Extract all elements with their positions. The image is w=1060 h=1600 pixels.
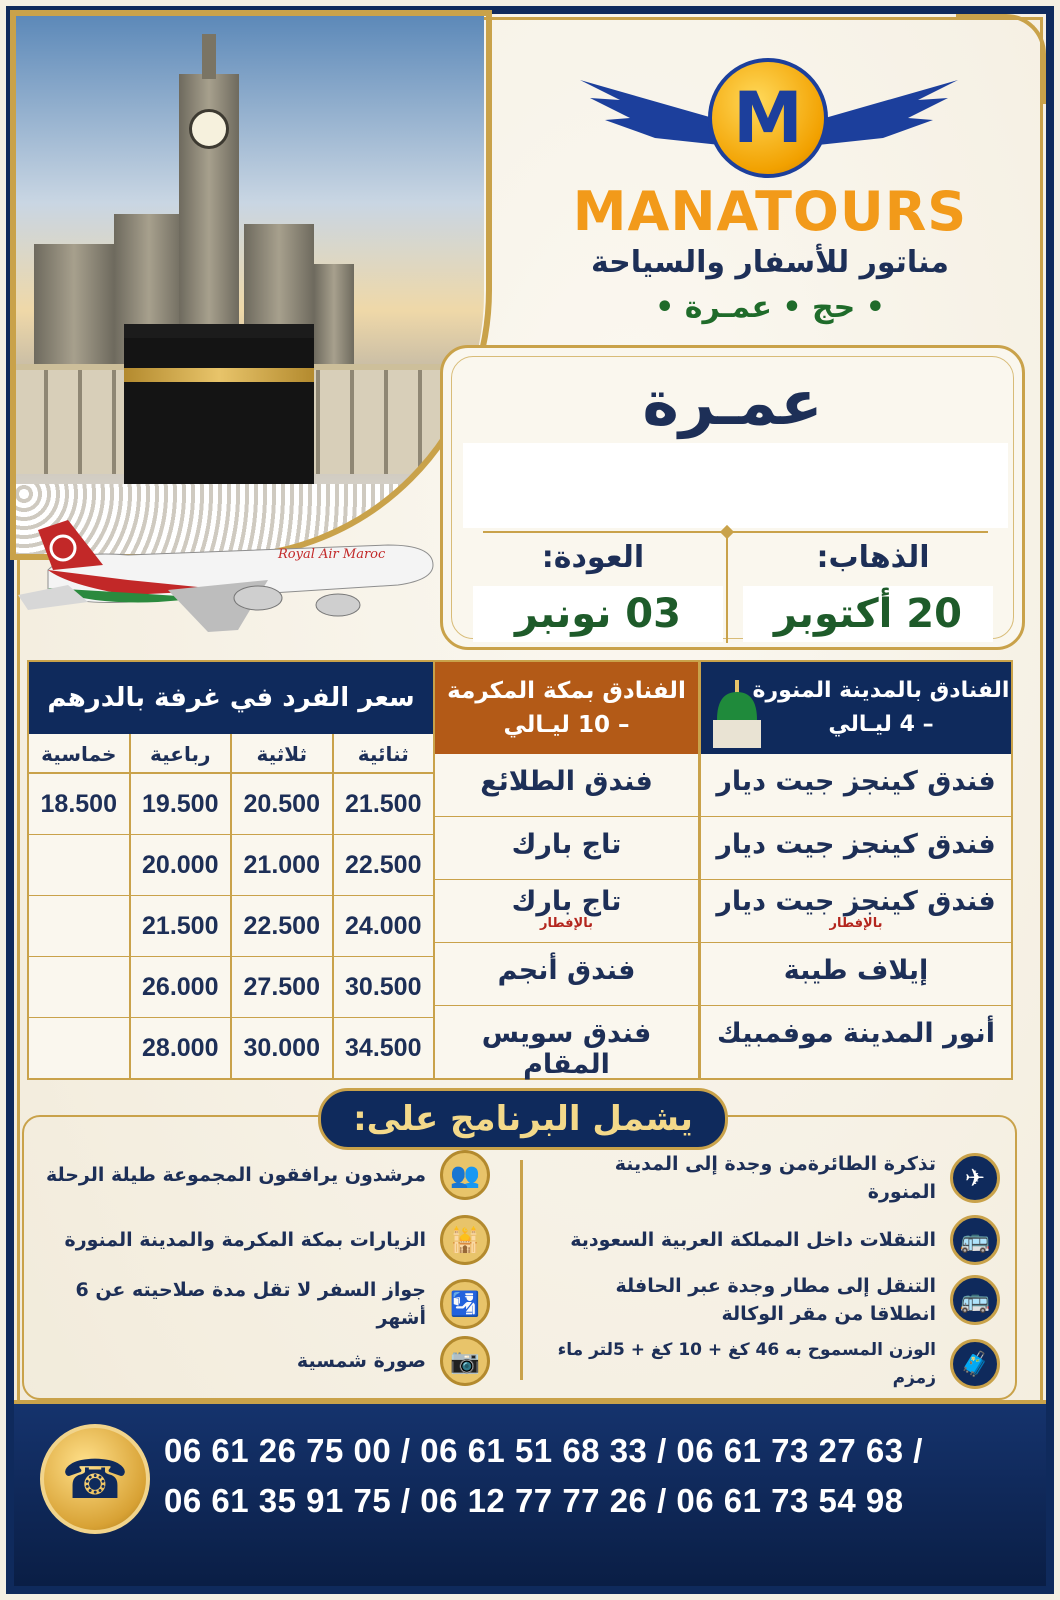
mosque-icon: 🕌 bbox=[440, 1215, 490, 1265]
price-cell: 21.000 bbox=[230, 835, 332, 895]
table-row bbox=[29, 835, 433, 896]
program-item bbox=[540, 1336, 1000, 1392]
divider bbox=[726, 533, 728, 643]
phone-line[interactable]: 06 61 26 75 00 / 06 61 51 68 33 / 06 61 73 27 63 / bbox=[164, 1432, 923, 1469]
trip-info-box bbox=[440, 345, 1025, 650]
price-cell: 30.500 bbox=[332, 957, 434, 1017]
clock-face bbox=[189, 109, 229, 149]
program-item bbox=[540, 1272, 1000, 1328]
table-row bbox=[29, 1018, 433, 1079]
program-item bbox=[540, 1150, 1000, 1206]
brand-logo bbox=[560, 40, 980, 340]
price-cell: 20.000 bbox=[129, 835, 231, 895]
price-cell bbox=[29, 957, 129, 1017]
program-item-text: التنقل إلى مطار وجدة عبر الحافلة انطلاقا من مقر الوكالة bbox=[615, 1275, 936, 1325]
building bbox=[314, 264, 354, 374]
hotel-cell bbox=[435, 880, 698, 943]
hotel-cell bbox=[435, 754, 698, 817]
hotel-cell bbox=[701, 880, 1011, 943]
hotel-name: إيلاف طيبة bbox=[783, 955, 929, 986]
hotel-name: فندق سويس المقام bbox=[481, 1018, 652, 1080]
hotel-name: أنور المدينة موفمبيك bbox=[717, 1018, 995, 1049]
departure-date: 20 أكتوبر bbox=[743, 586, 993, 642]
program-item bbox=[40, 1215, 490, 1265]
program-item-text: الوزن المسموح به 46 كغ + 10 كغ + 5لتر ماء زمزم bbox=[557, 1340, 936, 1388]
price-cell: 34.500 bbox=[332, 1018, 434, 1078]
left-wing-icon bbox=[580, 80, 720, 150]
phone-numbers bbox=[164, 1426, 1034, 1526]
divider bbox=[483, 531, 988, 533]
column-header: خماسية bbox=[41, 742, 117, 766]
program-title: يشمل البرنامج على: bbox=[318, 1088, 728, 1150]
program-item bbox=[40, 1150, 490, 1200]
program-item bbox=[40, 1336, 490, 1386]
hotel-name: تاج بارك bbox=[511, 829, 622, 860]
price-cell bbox=[29, 896, 129, 956]
bus-icon: 🚌 bbox=[950, 1215, 1000, 1265]
contact-footer bbox=[14, 1400, 1046, 1586]
hotel-cell bbox=[435, 817, 698, 880]
hotel-cell bbox=[435, 1006, 698, 1080]
divider bbox=[520, 1160, 523, 1380]
hotel-name: تاج بارك bbox=[511, 886, 622, 917]
price-cell: 21.500 bbox=[332, 774, 434, 834]
brand-name-arabic: مناتور للأسفار والسياحة bbox=[590, 245, 950, 280]
madina-header-nights: – 4 ليـالي bbox=[828, 712, 934, 737]
group-icon: 👥 bbox=[440, 1150, 490, 1200]
airplane-icon: ✈ bbox=[950, 1153, 1000, 1203]
program-item-text: صورة شمسية bbox=[296, 1350, 426, 1372]
column-header: رباعية bbox=[129, 734, 231, 772]
hotel-name: فندق كينجز جيت ديار bbox=[716, 829, 996, 860]
price-cell: 20.500 bbox=[230, 774, 332, 834]
phone-icon: ☎ bbox=[40, 1424, 150, 1534]
luggage-icon: 🧳 bbox=[950, 1339, 1000, 1389]
brand-name: MANATOURS bbox=[572, 180, 968, 243]
price-cell: 30.000 bbox=[230, 1018, 332, 1078]
return-label: العودة: bbox=[541, 540, 645, 575]
brand-tagline: • حج • عمـرة • bbox=[655, 290, 885, 325]
kaaba bbox=[124, 324, 314, 489]
table-row bbox=[29, 774, 433, 835]
logo-emblem bbox=[708, 58, 828, 178]
price-cell: 27.500 bbox=[230, 957, 332, 1017]
price-cell: 21.500 bbox=[129, 896, 231, 956]
hero-makkah-image bbox=[14, 14, 484, 554]
price-cell: 18.500 bbox=[40, 790, 117, 818]
makkah-hotels-column bbox=[435, 660, 700, 1080]
hotel-cell bbox=[701, 1006, 1011, 1069]
program-item-text: التنقلات داخل المملكة العربية السعودية bbox=[570, 1229, 936, 1251]
column-header: ثنائية bbox=[332, 734, 434, 772]
price-table bbox=[27, 660, 435, 1080]
madina-header-title: الفنادق بالمدينة المنورة bbox=[752, 678, 1010, 703]
return-date: 03 نونبر bbox=[473, 586, 723, 642]
makkah-header-nights: – 10 ليـالي bbox=[503, 712, 630, 738]
breakfast-note: بالإفطار bbox=[829, 916, 883, 931]
price-cell bbox=[29, 835, 129, 895]
price-cell: 28.000 bbox=[129, 1018, 231, 1078]
hotel-cell bbox=[435, 943, 698, 1006]
price-cell: 22.500 bbox=[230, 896, 332, 956]
clock-tower-spire bbox=[202, 34, 216, 79]
program-item-text: جواز السفر لا تقل مدة صلاحيته عن 6 أشهر bbox=[75, 1279, 426, 1329]
passport-icon: 🛂 bbox=[440, 1279, 490, 1329]
price-cell: 24.000 bbox=[332, 896, 434, 956]
column-header: ثلاثية bbox=[230, 734, 332, 772]
program-item-text: مرشدون يرافقون المجموعة طيلة الرحلة bbox=[45, 1164, 426, 1186]
program-item-text: الزيارات بمكة المكرمة والمدينة المنورة bbox=[64, 1229, 426, 1251]
kaaba-band bbox=[124, 368, 314, 382]
program-item bbox=[540, 1215, 1000, 1265]
departure-label: الذهاب: bbox=[816, 540, 930, 575]
price-cell: 26.000 bbox=[129, 957, 231, 1017]
trip-title: عمـرة bbox=[642, 366, 823, 439]
bus-icon: 🚌 bbox=[950, 1275, 1000, 1325]
program-item bbox=[40, 1276, 490, 1332]
camera-icon: 📷 bbox=[440, 1336, 490, 1386]
blank-strip bbox=[463, 443, 1008, 528]
right-wing-icon bbox=[818, 80, 958, 150]
program-item-text: تذكرة الطائرةمن وجدة إلى المدينة المنورة bbox=[614, 1153, 936, 1203]
price-cell: 19.500 bbox=[129, 774, 231, 834]
hotel-name: فندق كينجز جيت ديار bbox=[716, 886, 996, 917]
price-column-headers bbox=[29, 734, 433, 774]
hotel-name: فندق كينجز جيت ديار bbox=[716, 766, 996, 797]
airline-name: Royal Air Maroc bbox=[278, 547, 386, 562]
hotel-cell bbox=[701, 754, 1011, 817]
phone-line[interactable]: 06 61 35 91 75 / 06 12 77 77 26 / 06 61 73 54 98 bbox=[164, 1482, 904, 1519]
airplane-illustration bbox=[8, 510, 438, 640]
madina-hotels-column bbox=[700, 660, 1013, 1080]
price-cell bbox=[29, 1018, 129, 1078]
hotel-cell bbox=[701, 943, 1011, 1006]
price-cell: 22.500 bbox=[332, 835, 434, 895]
green-dome-icon bbox=[709, 680, 765, 750]
table-row bbox=[29, 896, 433, 957]
makkah-hotels-header bbox=[435, 662, 698, 754]
hotel-cell bbox=[701, 817, 1011, 880]
hotel-name: فندق الطلائع bbox=[480, 766, 653, 797]
price-table-header: سعر الفرد في غرفة بالدرهم bbox=[29, 662, 433, 734]
logo-letter: M bbox=[733, 77, 803, 159]
breakfast-note: بالإفطار bbox=[540, 916, 593, 931]
hotel-name: فندق أنجم bbox=[497, 955, 636, 986]
madina-hotels-header bbox=[701, 662, 1011, 754]
makkah-header-title: الفنادق بمكة المكرمة bbox=[447, 678, 686, 704]
building bbox=[34, 244, 114, 374]
table-row bbox=[29, 957, 433, 1018]
